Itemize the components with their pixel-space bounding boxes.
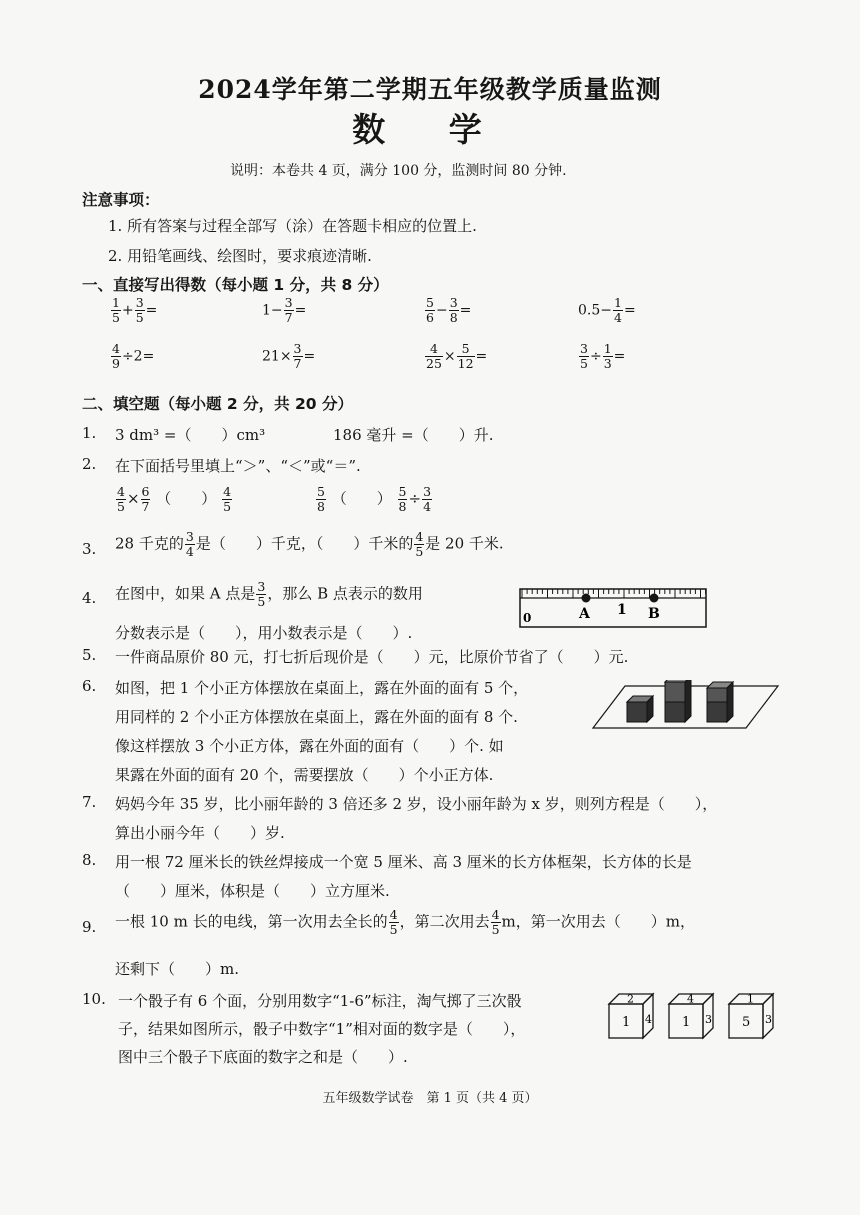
ruler-point-b: [650, 594, 659, 603]
question-number: 2.: [82, 455, 97, 473]
question-text: 如图，把 1 个小正方体摆放在桌面上，露在外面的面有 5 个，: [115, 679, 529, 697]
question-text: 果露在外面的面有 20 个，需要摆放（ ）个小正方体.: [115, 766, 494, 784]
ruler-figure: [518, 586, 708, 630]
cube-group-3: [707, 682, 733, 722]
calc-problem: 21× $\frac{3}{7}$ =: [262, 341, 316, 371]
question-text: 用一根 72 厘米长的铁丝焊接成一个宽 5 厘米、高 3 厘米的长方体框架，长方体的长是: [115, 853, 692, 871]
question-number: 1.: [82, 424, 97, 442]
question-text: 用同样的 2 个小正方体摆放在桌面上，露在外面的面有 8 个.: [115, 708, 518, 726]
die-top-number: 2: [627, 992, 634, 1006]
dice-figure: [605, 988, 785, 1044]
calc-problem: $\frac{1}{5}$ + $\frac{3}{5}$ =: [112, 295, 158, 325]
die-front-number: 5: [742, 1015, 751, 1030]
question-text: 在下面括号里填上“＞”、“＜”或“＝”.: [115, 457, 361, 475]
question-number: 10.: [82, 990, 106, 1008]
die-top-number: 4: [687, 992, 694, 1006]
die-side-number: 3: [765, 1013, 772, 1026]
ruler-label-b: B: [648, 606, 660, 622]
section1-heading: 一、直接写出得数（每小题 1 分，共 8 分）: [82, 276, 389, 294]
page-footer: 五年级数学试卷 第 1 页（共 4 页）: [322, 1091, 538, 1106]
section2-heading: 二、填空题（每小题 2 分，共 20 分）: [82, 395, 353, 413]
question-text: 妈妈今年 35 岁，比小丽年龄的 3 倍还多 2 岁，设小丽年龄为 x 岁，则列方程是（ ），: [115, 795, 718, 813]
question-number: 5.: [82, 646, 97, 664]
die: [669, 993, 713, 1039]
die-side-number: 3: [705, 1013, 712, 1026]
question-text: 一个骰子有 6 个面，分别用数字“1-6”标注，淘气掷了三次骰: [118, 992, 522, 1010]
calc-problem: $\frac{4}{25}$ × $\frac{5}{12}$ =: [426, 341, 488, 371]
ruler-label-a: A: [579, 606, 590, 622]
question-text: 像这样摆放 3 个小正方体，露在外面的面有（ ）个. 如: [115, 737, 504, 755]
question-number: 7.: [82, 793, 97, 811]
question-text: （ ）厘米，体积是（ ）立方厘米.: [115, 882, 390, 900]
exam-title: 2024学年第二学期五年级教学质量监测: [198, 75, 662, 104]
question-text: 一根 10 m 长的电线，第一次用去全长的 $\frac{4}{5}$ ，第二次用去 $\frac{4}{5}$ m，第一次用去（ ）m，: [115, 907, 695, 937]
question-text: 186 毫升 =（ ）升.: [333, 426, 494, 444]
compare-item-b: $\frac{5}{8}$ （ ） $\frac{5}{8}$ ÷ $\frac{3}{4}$: [317, 484, 432, 514]
cubes-on-table-figure: [590, 680, 780, 732]
question-text: 分数表示是（ ），用小数表示是（ ）.: [115, 624, 413, 642]
die: [609, 993, 653, 1039]
ruler-label-zero: 0: [523, 611, 532, 625]
note-item: 2. 用铅笔画线、绘图时，要求痕迹清晰.: [108, 247, 372, 265]
die-front-number: 1: [682, 1015, 691, 1030]
question-number: 9.: [82, 918, 97, 936]
exam-description: 说明：本卷共 4 页，满分 100 分，监测时间 80 分钟.: [230, 163, 567, 179]
die-top-number: 1: [747, 992, 754, 1006]
note-item: 1. 所有答案与过程全部写（涂）在答题卡相应的位置上.: [108, 217, 477, 235]
compare-item-a: $\frac{4}{5}$ × $\frac{6}{7}$ （ ） $\frac{4}{5}$: [117, 484, 232, 514]
calc-problem: $\frac{3}{5}$ ÷ $\frac{1}{3}$ =: [580, 341, 626, 371]
question-text: 还剩下（ ）m.: [115, 960, 239, 978]
question-number: 6.: [82, 677, 97, 695]
question-text: 28 千克的 $\frac{3}{4}$ 是（ ）千克，（ ）千米的 $\frac{4}{5}$ 是 20 千米.: [115, 529, 504, 559]
ruler-label-one: 1: [617, 602, 627, 618]
question-text: 3 dm³ =（ ）cm³: [115, 426, 266, 444]
cube-group-1: [627, 696, 653, 722]
die: [729, 993, 773, 1039]
calc-problem: $\frac{4}{9}$ ÷2=: [112, 341, 155, 371]
question-number: 4.: [82, 589, 97, 607]
calc-problem: 1− $\frac{3}{7}$ =: [262, 295, 307, 325]
subject-title: 数 学: [352, 110, 508, 149]
question-text: 一件商品原价 80 元，打七折后现价是（ ）元，比原价节省了（ ）元.: [115, 648, 629, 666]
notes-heading: 注意事项：: [82, 191, 160, 209]
question-text: 图中三个骰子下底面的数字之和是（ ）.: [118, 1048, 408, 1066]
question-text: 在图中，如果 A 点是 $\frac{3}{5}$ ，那么 B 点表示的数用: [115, 579, 423, 609]
calc-problem: 0.5− $\frac{1}{4}$ =: [578, 295, 636, 325]
question-number: 3.: [82, 540, 97, 558]
die-front-number: 1: [622, 1015, 631, 1030]
question-text: 算出小丽今年（ ）岁.: [115, 824, 285, 842]
calc-problem: $\frac{5}{6}$ − $\frac{3}{8}$ =: [426, 295, 472, 325]
die-side-number: 4: [645, 1013, 652, 1026]
ruler-point-a: [582, 594, 591, 603]
question-text: 子，结果如图所示，骰子中数字“1”相对面的数字是（ ），: [118, 1020, 526, 1038]
question-number: 8.: [82, 851, 97, 869]
cube-group-2: [665, 680, 691, 722]
